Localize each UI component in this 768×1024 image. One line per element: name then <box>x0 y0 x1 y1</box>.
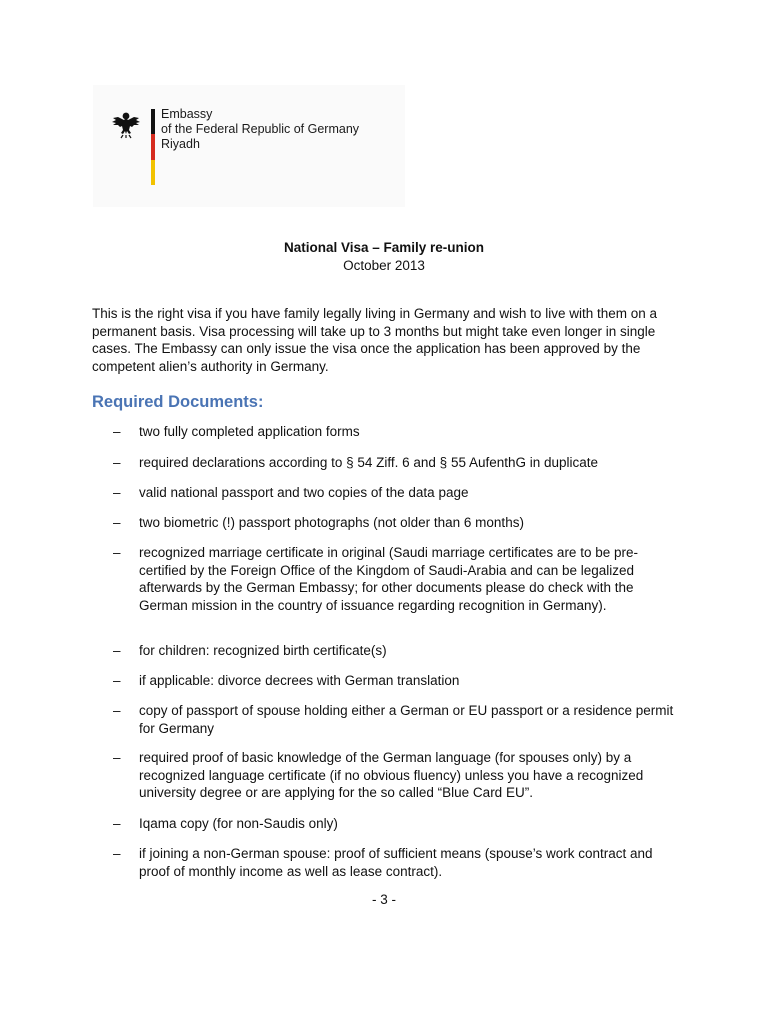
dash-bullet: – <box>113 750 121 765</box>
list-item <box>113 702 683 737</box>
document-item-text: for children: recognized birth certificate(s) <box>139 643 387 658</box>
document-date: October 2013 <box>343 258 425 273</box>
document-item-text: two fully completed application forms <box>139 424 360 439</box>
list-item <box>113 544 683 614</box>
document-item-text: if applicable: divorce decrees with German translation <box>139 673 460 688</box>
dash-bullet: – <box>113 816 121 831</box>
list-item <box>113 514 683 532</box>
document-item-text: recognized marriage certificate in original (Saudi marriage certificates are to be pre-certified by the Foreign Office of the Kingdom of Saudi-Arabia and can be legalized afterwards by the German Embassy; for other documents please do check with the German mission in the country of issuance regarding recognition in Germany). <box>139 545 638 613</box>
page-number: - 3 - <box>371 892 396 907</box>
document-item-text: two biometric (!) passport photographs (not older than 6 months) <box>139 515 524 530</box>
dash-bullet: – <box>113 424 121 439</box>
embassy-line-2: of the Federal Republic of Germany <box>161 122 360 136</box>
document-title: National Visa – Family re-union <box>283 240 485 255</box>
dash-bullet: – <box>113 545 121 560</box>
dash-bullet: – <box>113 703 121 718</box>
embassy-line-1: Embassy <box>161 107 213 121</box>
dash-bullet: – <box>113 485 121 500</box>
list-item <box>113 749 683 802</box>
list-item <box>113 454 683 472</box>
dash-bullet: – <box>113 455 121 470</box>
document-item-text: if joining a non-German spouse: proof of sufficient means (spouse’s work contract and proof of monthly income as well as lease contract). <box>139 846 653 879</box>
document-item-text: required declarations according to § 54 Ziff. 6 and § 55 AufenthG in duplicate <box>139 455 599 470</box>
list-item <box>113 484 683 502</box>
dash-bullet: – <box>113 846 121 861</box>
list-item <box>113 423 683 441</box>
dash-bullet: – <box>113 643 121 658</box>
document-item-text: valid national passport and two copies of the data page <box>139 485 469 500</box>
required-documents-heading: Required Documents: <box>92 393 264 411</box>
list-item <box>113 672 683 690</box>
dash-bullet: – <box>113 673 121 688</box>
document-item-text: copy of passport of spouse holding either a German or EU passport or a residence permit for Germany <box>139 703 674 736</box>
list-item <box>113 845 683 880</box>
document-item-text: Iqama copy (for non-Saudis only) <box>139 816 338 831</box>
document-item-text: required proof of basic knowledge of the German language (for spouses only) by a recognized language certificate (if no obvious fluency) unless you have a recognized university degree or are applying for the so called “Blue Card EU”. <box>139 750 644 800</box>
dash-bullet: – <box>113 515 121 530</box>
list-item <box>113 815 683 833</box>
embassy-line-3: Riyadh <box>161 137 200 151</box>
intro-paragraph: This is the right visa if you have family legally living in Germany and wish to live with them on a permanent basis. Visa processing will take up to 3 months but might take even longer in single cases. The Embassy can only issue the visa once the application has been approved by the competent alien’s authority in Germany. <box>92 306 657 374</box>
list-item <box>113 642 683 660</box>
